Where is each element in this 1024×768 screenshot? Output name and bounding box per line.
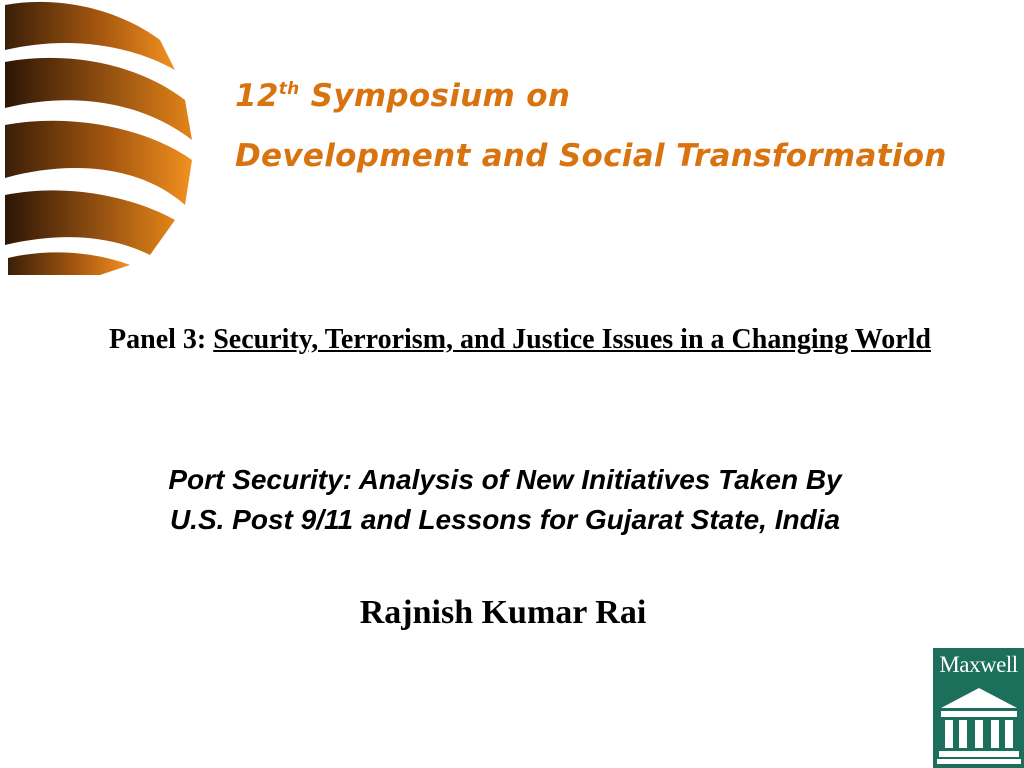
symposium-subtitle: Development and Social Transformation [235, 138, 947, 174]
maxwell-logo-text: Maxwell [939, 652, 1018, 677]
swirl-band-5 [8, 252, 130, 275]
panel-prefix: Panel 3: [109, 324, 214, 355]
panel-topic: Security, Terrorism, and Justice Issues in a Changing World [213, 324, 931, 355]
building-icon [937, 686, 1021, 764]
symposium-swirl-logo [0, 0, 200, 275]
paper-title [40, 460, 970, 540]
author-name: Rajnish Kumar Rai [359, 594, 647, 631]
swirl-band-4 [5, 190, 175, 255]
maxwell-logo [933, 648, 1024, 768]
symposium-title: 12th Symposium on [235, 78, 571, 114]
paper-title-line-1: Port Security: Analysis of New Initiatives Taken By [168, 464, 842, 495]
paper-title-line-2: U.S. Post 9/11 and Lessons for Gujarat State, India [169, 504, 841, 535]
panel-heading [40, 320, 1000, 360]
